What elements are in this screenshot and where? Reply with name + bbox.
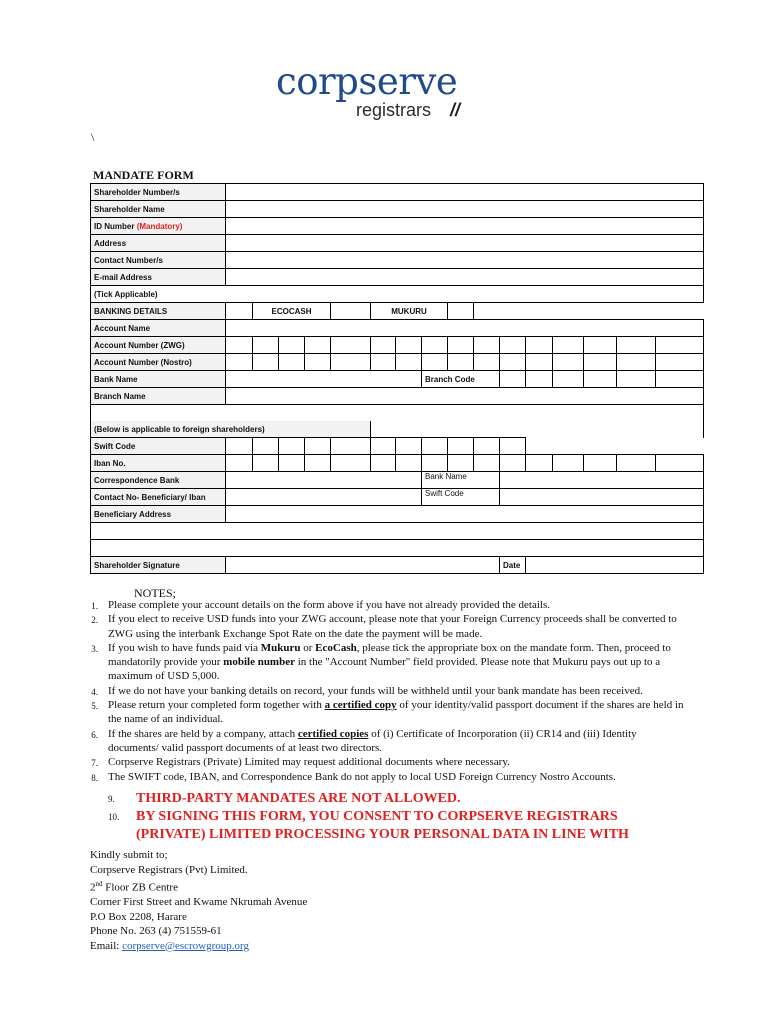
label-shareholder-name: Shareholder Name — [91, 201, 226, 218]
mandate-form-table — [90, 183, 704, 574]
label-ecocash: ECOCASH — [253, 303, 331, 320]
branch-name-field[interactable] — [226, 388, 704, 405]
label-date: Date — [500, 557, 526, 574]
account-nostro-digit[interactable] — [500, 354, 526, 371]
submit-email-line — [90, 939, 307, 954]
submit-line-floor — [90, 877, 307, 895]
id-number-field[interactable] — [226, 218, 704, 235]
corr-bank-name-field[interactable] — [500, 472, 704, 489]
label-correspondence-bank: Correspondence Bank — [91, 472, 226, 489]
swift-code-digit[interactable] — [396, 438, 422, 455]
bank-name-field[interactable] — [226, 371, 422, 388]
note-item — [84, 612, 684, 641]
note-text: or — [300, 641, 316, 654]
correspondence-bank-field[interactable] — [226, 472, 422, 489]
iban-digit[interactable] — [253, 455, 279, 472]
note-number: 2. — [91, 615, 98, 626]
label-corr-bank-name: Bank Name — [422, 472, 500, 489]
label-corr-swift-code: Swift Code — [422, 489, 500, 506]
label-account-zwg: Account Number (ZWG) — [91, 337, 226, 354]
submit-line: Corpserve Registrars (Pvt) Limited. — [90, 863, 248, 876]
account-nostro-digit[interactable] — [305, 354, 331, 371]
id-number-label: ID Number — [94, 221, 135, 231]
account-zwg-digit[interactable] — [617, 337, 656, 354]
note-item — [84, 684, 684, 698]
iban-digit[interactable] — [331, 455, 371, 472]
label-contact-beneficiary: Contact No- Beneficiary/ Iban — [91, 489, 226, 506]
logo-mark: // — [450, 100, 461, 120]
branch-code-digit[interactable] — [584, 371, 617, 388]
swift-code-digit[interactable] — [448, 438, 474, 455]
iban-digit[interactable] — [448, 455, 474, 472]
label-tick-applicable: (Tick Applicable) — [91, 286, 704, 303]
iban-digit[interactable] — [305, 455, 331, 472]
account-nostro-digit[interactable] — [371, 354, 396, 371]
note-number: 3. — [91, 643, 98, 654]
iban-digit[interactable] — [617, 455, 656, 472]
swift-row-blank — [526, 438, 704, 455]
account-nostro-digit[interactable] — [617, 354, 656, 371]
caps-note-number: 10. — [108, 812, 120, 822]
caps-note-item — [108, 808, 668, 844]
account-zwg-digit[interactable] — [279, 337, 305, 354]
logo-wordmark: corpserve — [276, 60, 458, 103]
banking-details-tick-box[interactable] — [226, 303, 253, 320]
note-bold-mukuru: Mukuru — [260, 641, 301, 654]
account-nostro-digit[interactable] — [279, 354, 305, 371]
branch-code-digit[interactable] — [617, 371, 656, 388]
note-item — [84, 770, 684, 784]
notes-list — [84, 598, 684, 784]
address-field[interactable] — [226, 235, 704, 252]
caps-notes — [108, 790, 668, 844]
account-nostro-digit[interactable] — [253, 354, 279, 371]
iban-digit[interactable] — [279, 455, 305, 472]
date-field[interactable] — [526, 557, 704, 574]
note-number: 4. — [91, 686, 98, 697]
caps-note-text: BY SIGNING THIS FORM, YOU CONSENT TO CORPSERVE REGISTRARS (PRIVATE) LIMITED PROCESSING YOUR PERSONAL DATA IN LINE WITH — [136, 809, 629, 842]
iban-digit[interactable] — [553, 455, 584, 472]
branch-code-digit[interactable] — [656, 371, 704, 388]
submit-line: P.O Box 2208, Harare — [90, 910, 187, 923]
note-text: Corpserve Registrars (Private) Limited may request additional documents where necessary. — [108, 756, 510, 769]
label-contact-number: Contact Number/s — [91, 252, 226, 269]
label-shareholder-number: Shareholder Number/s — [91, 184, 226, 201]
note-bold-mobile: mobile number — [223, 656, 295, 669]
swift-code-digit[interactable] — [474, 438, 500, 455]
form-title: MANDATE FORM — [93, 168, 194, 182]
account-nostro-digit[interactable] — [331, 354, 371, 371]
ecocash-tick-box[interactable] — [331, 303, 371, 320]
swift-code-digit[interactable] — [331, 438, 371, 455]
account-zwg-digit[interactable] — [331, 337, 371, 354]
swift-code-digit[interactable] — [305, 438, 331, 455]
swift-code-digit[interactable] — [500, 438, 526, 455]
note-text: If we do not have your banking details on record, your funds will be withheld until your bank mandate has been received. — [108, 684, 643, 697]
iban-digit[interactable] — [396, 455, 422, 472]
iban-digit[interactable] — [500, 455, 526, 472]
note-item — [84, 698, 684, 727]
corr-swift-code-field[interactable] — [500, 489, 704, 506]
logo-subtitle: registrars — [356, 100, 432, 120]
account-zwg-digit[interactable] — [584, 337, 617, 354]
note-text: The SWIFT code, IBAN, and Correspondence Bank do not apply to local USD Foreign Currency Nostro Accounts. — [108, 770, 616, 783]
submit-line: Corner First Street and Kwame Nkrumah Avenue — [90, 896, 308, 909]
note-text: If you elect to receive USD funds into your ZWG account, please note that your Foreign Currency proceeds shall be converted to ZWG using the interbank Exchange Spot Rate on the date the payment will be made. — [108, 613, 677, 640]
note-number: 6. — [91, 729, 98, 740]
note-text: , please tick the appropriate box on the mandate form. Then, proceed to mandatorily provide your — [108, 641, 671, 669]
note-text: Please complete your account details on the form above if you have not already provided the details. — [108, 599, 550, 611]
account-zwg-digit[interactable] — [371, 337, 396, 354]
note-item — [84, 598, 684, 612]
beneficiary-address-field[interactable] — [226, 506, 704, 523]
swift-code-digit[interactable] — [371, 438, 396, 455]
note-text: in the "Account Number" field provided. Please note that Mukuru pays out up to a maximum of USD 5,000. — [108, 656, 661, 683]
account-nostro-digit[interactable] — [526, 354, 553, 371]
label-branch-code: Branch Code — [422, 371, 500, 388]
note-text: of (i) Certificate of Incorporation (ii) CR14 and (iii) Identity documents/ valid passport documents of at least two directors. — [108, 727, 637, 754]
branch-code-digit[interactable] — [500, 371, 526, 388]
swift-code-digit[interactable] — [422, 438, 448, 455]
submit-line: Phone No. 263 (4) 751559-61 — [90, 925, 222, 938]
label-iban: Iban No. — [91, 455, 226, 472]
label-address: Address — [91, 235, 226, 252]
note-item — [84, 727, 684, 756]
note-text: If you wish to have funds paid via — [108, 641, 261, 654]
label-beneficiary-address: Beneficiary Address — [91, 506, 226, 523]
note-item — [84, 755, 684, 769]
stray-backslash: \ — [91, 130, 95, 144]
contact-number-field[interactable] — [226, 252, 704, 269]
note-number: 7. — [91, 758, 98, 769]
note-text: Please return your completed form together with — [108, 699, 325, 712]
iban-digit[interactable] — [422, 455, 448, 472]
branch-code-digit[interactable] — [526, 371, 553, 388]
note-number: 8. — [91, 772, 98, 783]
floor-suffix: nd — [95, 880, 103, 888]
note-text: If the shares are held by a company, attach — [108, 727, 298, 740]
email-label: Email: — [90, 939, 123, 952]
note-underline: a certified copy — [324, 699, 397, 712]
banking-row-blank — [474, 303, 704, 320]
beneficiary-address-line-2[interactable] — [91, 523, 704, 540]
caps-note-number: 9. — [108, 794, 115, 804]
iban-digit[interactable] — [584, 455, 617, 472]
account-zwg-digit[interactable] — [448, 337, 474, 354]
account-nostro-digit[interactable] — [226, 354, 253, 371]
mukuru-tick-box[interactable] — [448, 303, 474, 320]
label-branch-name: Branch Name — [91, 388, 226, 405]
iban-digit[interactable] — [226, 455, 253, 472]
email-field[interactable] — [226, 269, 704, 286]
account-zwg-digit[interactable] — [656, 337, 704, 354]
label-mukuru: MUKURU — [371, 303, 448, 320]
note-underline: certified copies — [297, 727, 369, 740]
account-zwg-digit[interactable] — [305, 337, 331, 354]
iban-digit[interactable] — [371, 455, 396, 472]
email-link[interactable]: corpserve@escrowgroup.org — [122, 939, 249, 952]
iban-digit[interactable] — [656, 455, 704, 472]
shareholder-number-field[interactable] — [226, 184, 704, 201]
account-zwg-digit[interactable] — [553, 337, 584, 354]
submit-line: Kindly submit to; — [90, 849, 168, 861]
account-zwg-digit[interactable] — [526, 337, 553, 354]
contact-beneficiary-field[interactable] — [226, 489, 422, 506]
account-nostro-digit[interactable] — [584, 354, 617, 371]
mandatory-tag: (Mandatory) — [136, 221, 183, 231]
label-signature: Shareholder Signature — [91, 557, 226, 574]
account-nostro-digit[interactable] — [396, 354, 422, 371]
floor-text: Floor ZB Centre — [102, 881, 178, 894]
account-nostro-digit[interactable] — [422, 354, 448, 371]
label-bank-name: Bank Name — [91, 371, 226, 388]
iban-digit[interactable] — [474, 455, 500, 472]
note-bold-ecocash: EcoCash — [315, 641, 357, 654]
corpserve-logo — [276, 60, 476, 120]
iban-digit[interactable] — [526, 455, 553, 472]
note-number: 1. — [91, 601, 98, 611]
label-email: E-mail Address — [91, 269, 226, 286]
caps-note-text: THIRD-PARTY MANDATES ARE NOT ALLOWED. — [136, 791, 461, 806]
account-zwg-digit[interactable] — [253, 337, 279, 354]
note-item — [84, 641, 684, 684]
label-account-nostro: Account Number (Nostro) — [91, 354, 226, 371]
account-nostro-digit[interactable] — [474, 354, 500, 371]
submission-address — [90, 848, 307, 953]
note-number: 5. — [91, 701, 98, 712]
account-nostro-digit[interactable] — [553, 354, 584, 371]
label-banking-details: BANKING DETAILS — [91, 303, 226, 320]
account-nostro-digit[interactable] — [656, 354, 704, 371]
account-zwg-digit[interactable] — [396, 337, 422, 354]
foreign-note-blank — [371, 421, 704, 438]
caps-note-item — [108, 790, 668, 808]
branch-code-digit[interactable] — [553, 371, 584, 388]
floor-number: 2 — [90, 881, 96, 894]
label-account-name: Account Name — [91, 320, 226, 337]
account-zwg-digit[interactable] — [226, 337, 253, 354]
swift-code-digit[interactable] — [253, 438, 279, 455]
notes-title: NOTES; — [134, 586, 176, 600]
swift-code-digit[interactable] — [279, 438, 305, 455]
account-zwg-digit[interactable] — [422, 337, 448, 354]
account-name-field[interactable] — [226, 320, 704, 337]
label-foreign-note: (Below is applicable to foreign shareholders) — [91, 421, 371, 438]
account-nostro-digit[interactable] — [448, 354, 474, 371]
account-zwg-digit[interactable] — [500, 337, 526, 354]
signature-field[interactable] — [226, 557, 500, 574]
account-zwg-digit[interactable] — [474, 337, 500, 354]
shareholder-name-field[interactable] — [226, 201, 704, 218]
note-text: of your identity/valid passport document if the shares are held in the name of an individual. — [108, 699, 684, 726]
label-swift-code: Swift Code — [91, 438, 226, 455]
beneficiary-address-line-3[interactable] — [91, 540, 704, 557]
swift-code-digit[interactable] — [226, 438, 253, 455]
label-id-number — [91, 218, 226, 235]
spacer-row — [91, 405, 704, 422]
